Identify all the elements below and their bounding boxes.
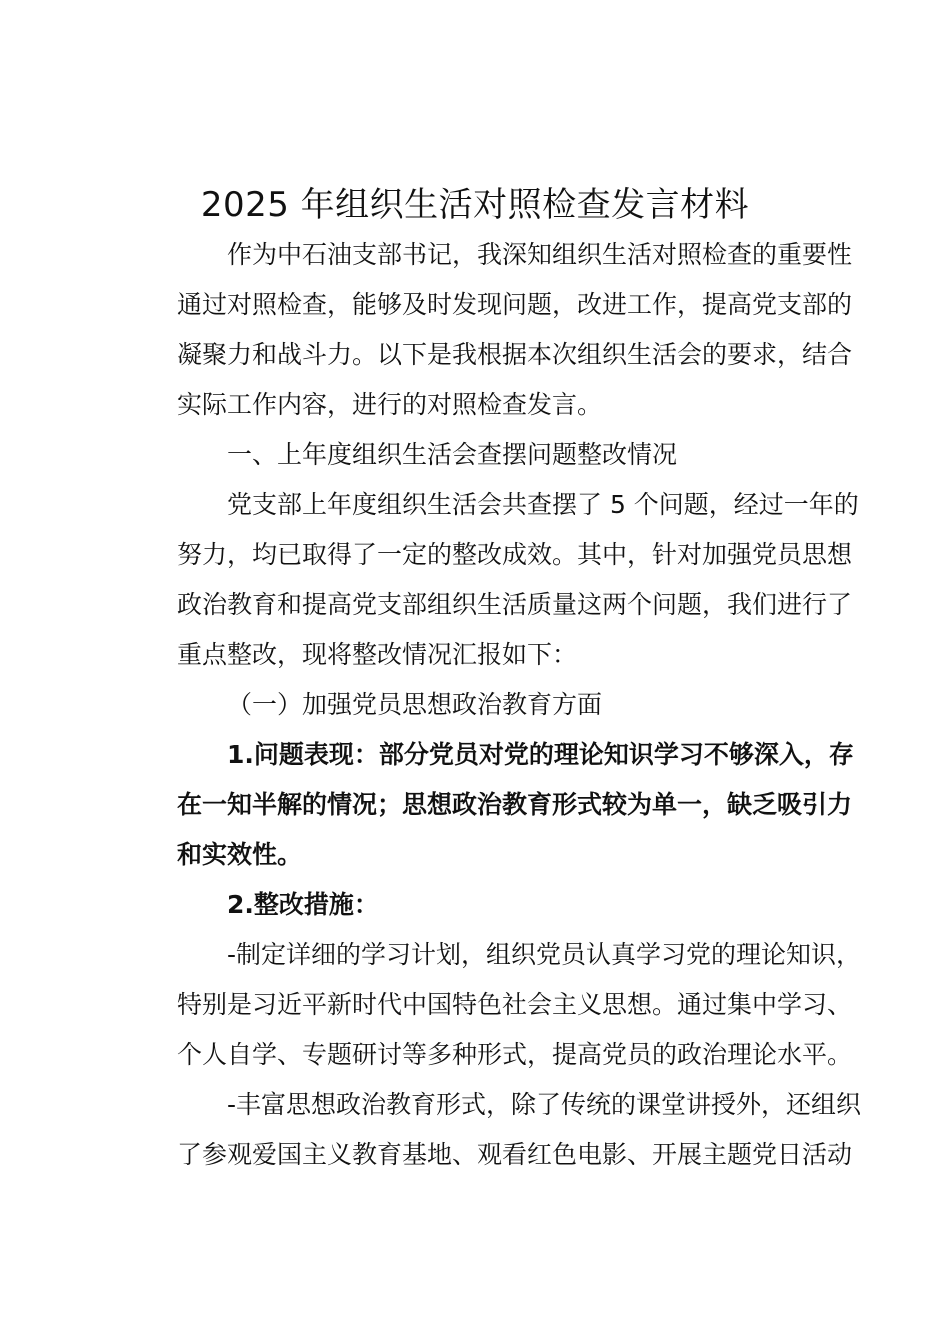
text-line: 2.整改措施： [227,890,379,919]
problem-description [127,730,854,880]
measure-item-2 [127,1080,862,1180]
document-title: 2025 年组织生活对照检查发言材料 [200,185,750,225]
measures-heading [127,880,835,930]
text-line: 特别是习近平新时代中国特色社会主义思想。通过集中学习、 [177,990,853,1019]
text-line: 了参观爱国主义教育基地、观看红色电影、开展主题党日活动 [177,1140,853,1169]
text-line: （一）加强党员思想政治教育方面 [227,690,603,719]
text-line: 和实效性。 [177,840,303,869]
subsection-heading-1 [127,680,835,730]
document-body [127,230,862,1180]
text-line: 政治教育和提高党支部组织生活质量这两个问题，我们进行了 [177,590,853,619]
text-line: 通过对照检查，能够及时发现问题，改进工作，提高党支部的 [177,290,853,319]
text-line: -制定详细的学习计划，组织党员认真学习党的理论知识， [227,940,862,969]
text-line: 党支部上年度组织生活会共查摆了 5 个问题，经过一年的 [227,490,859,519]
text-line: 作为中石油支部书记，我深知组织生活对照检查的重要性 [227,240,853,269]
text-line: 努力，均已取得了一定的整改成效。其中，针对加强党员思想 [177,540,853,569]
text-line: 实际工作内容，进行的对照检查发言。 [177,390,603,419]
text-line: 个人自学、专题研讨等多种形式，提高党员的政治理论水平。 [177,1040,853,1069]
text-line: 在一知半解的情况；思想政治教育形式较为单一，缺乏吸引力 [177,790,853,819]
text-line: 1.问题表现：部分党员对党的理论知识学习不够深入，存 [227,740,854,769]
section-heading-1 [127,430,835,480]
text-line: 重点整改，现将整改情况汇报如下： [177,640,578,669]
text-line: 一、上年度组织生活会查摆问题整改情况 [227,440,678,469]
text-line: 凝聚力和战斗力。以下是我根据本次组织生活会的要求，结合 [177,340,853,369]
measure-item-1 [127,930,862,1080]
text-line: -丰富思想政治教育形式，除了传统的课堂讲授外，还组织 [227,1090,862,1119]
paragraph-intro [127,230,853,430]
paragraph-summary [127,480,859,680]
